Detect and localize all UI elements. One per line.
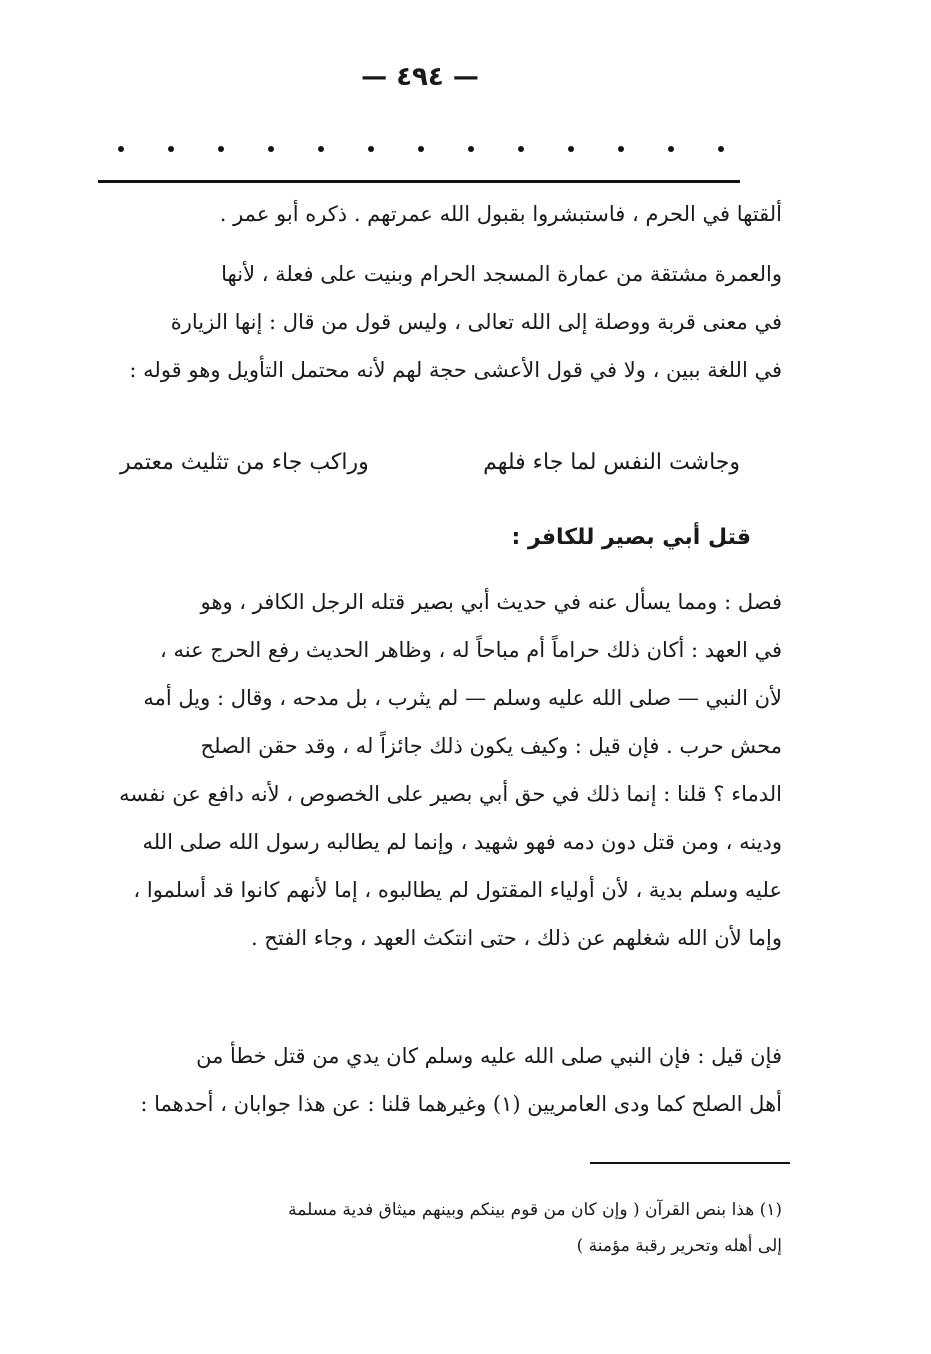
text-line: أهل الصلح كما ودى العامريين (١) وغيرهما قلنا : عن هذا جوابان ، أحدهما : <box>140 1092 782 1116</box>
ornamental-dot-row <box>118 138 738 162</box>
text-line: الدماء ؟ قلنا : إنما ذلك في حق أبي بصير على الخصوص ، لأنه دافع عن نفسه <box>119 782 782 806</box>
text-line: عليه وسلم بدية ، لأن أولياء المقتول لم يطالبوه ، إما لأنهم كانوا قد أسلموا ، <box>133 878 782 902</box>
fasl-paragraph <box>110 578 782 962</box>
ornament-dot <box>318 146 324 152</box>
ornament-dot <box>618 146 624 152</box>
ornament-dot <box>518 146 524 152</box>
continuation-paragraph <box>110 190 782 238</box>
verse-hemistich-first: وجاشت النفس لما جاء فلهم <box>483 450 740 475</box>
question-paragraph <box>110 1032 782 1128</box>
text-line: في اللغة ببين ، ولا في قول الأعشى حجة لهم لأنه محتمل التأويل وهو قوله : <box>129 358 782 382</box>
section-heading: قتل أبي بصير للكافر : <box>511 525 751 550</box>
ornament-dot <box>468 146 474 152</box>
poetry-verse <box>120 438 740 488</box>
text-line: في معنى قربة ووصلة إلى الله تعالى ، وليس قول من قال : إنها الزيارة <box>170 310 782 334</box>
ornament-dot <box>418 146 424 152</box>
ornament-dot <box>718 146 724 152</box>
text-line: والعمرة مشتقة من عمارة المسجد الحرام وبنيت على فعلة ، لأنها <box>221 262 782 286</box>
header-rule <box>98 180 740 183</box>
text-line: ودينه ، ومن قتل دون دمه فهو شهيد ، وإنما لم يطالبه رسول الله صلى الله <box>142 830 782 854</box>
ornament-dot <box>168 146 174 152</box>
footnote-line: (١) هذا بنص القرآن ( وإن كان من قوم بينكم وبينهم ميثاق فدية مسلمة <box>288 1200 782 1220</box>
text-line: في العهد : أكان ذلك حراماً أم مباحاً له ، وظاهر الحديث رفع الحرج عنه ، <box>160 638 782 662</box>
ornament-dot <box>568 146 574 152</box>
ornament-dot <box>118 146 124 152</box>
ornament-dot <box>668 146 674 152</box>
page-number: — ٤٩٤ — <box>361 62 479 92</box>
footnote-rule <box>590 1162 790 1164</box>
verse-hemistich-second: وراكب جاء من تثليث معتمر <box>120 450 369 475</box>
text-line: فإن قيل : فإن النبي صلى الله عليه وسلم كان يدي من قتل خطأ من <box>196 1044 782 1068</box>
ornament-dot <box>218 146 224 152</box>
ornament-dot <box>368 146 374 152</box>
text-line: وإما لأن الله شغلهم عن ذلك ، حتى انتكث العهد ، وجاء الفتح . <box>250 926 782 950</box>
footnote <box>130 1192 782 1264</box>
text-line: محش حرب . فإن قيل : وكيف يكون ذلك جائزاً له ، وقد حقن الصلح <box>200 734 782 758</box>
text-line: ألقتها في الحرم ، فاستبشروا بقبول الله عمرتهم . ذكره أبو عمر . <box>219 202 782 226</box>
ornament-dot <box>268 146 274 152</box>
umrah-paragraph <box>110 250 782 394</box>
footnote-line: إلى أهله وتحرير رقبة مؤمنة ) <box>576 1236 782 1256</box>
text-line: لأن النبي — صلى الله عليه وسلم — لم يثرب ، بل مدحه ، وقال : ويل أمه <box>143 686 782 710</box>
text-line: فصل : ومما يسأل عنه في حديث أبي بصير قتله الرجل الكافر ، وهو <box>200 590 782 614</box>
